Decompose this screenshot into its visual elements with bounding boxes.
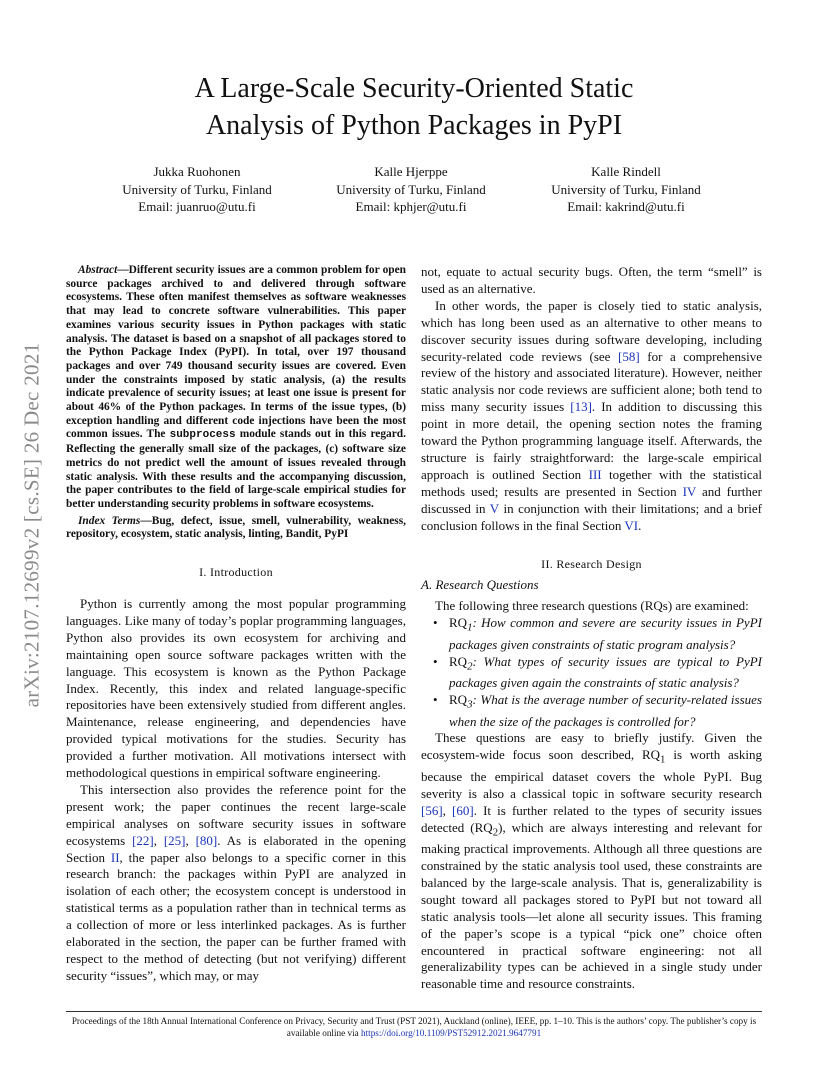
section-heading-research-design: II. Research Design [541, 556, 642, 571]
author-email: Email: kphjer@utu.fi [355, 199, 467, 214]
index-terms [66, 515, 406, 542]
citation-link[interactable]: [80] [195, 832, 218, 848]
abstract-code: subprocess [169, 429, 236, 442]
title-line-2: Analysis of Python Packages in PyPI [205, 110, 623, 141]
footer-text: Proceedings of the 18th Annual International Conference on Privacy, Security and Trust (PST 2021), Auckland (online), IEEE, pp. 1–10. This is the authors’ copy. The publisher’s copy is available online via [71, 1016, 757, 1038]
author-affiliation: University of Turku, Finland [122, 181, 272, 197]
section-reference-link[interactable]: III [588, 466, 602, 482]
citation-link[interactable]: [22] [132, 832, 154, 848]
citation-link[interactable]: [13] [570, 399, 592, 415]
bullet-icon: • [433, 653, 438, 669]
research-question-item: • $RQ_2$: What types of security issues are typical to PyPI packages given again the constraints of static analysis? [433, 653, 762, 691]
citation-link[interactable]: [56] [421, 802, 443, 818]
abstract-text-continued: module stands out in this regard. Reflecting the generally small size of the packages, (c) software size metrics do not predict well the amount of issues revealed through static analysis. With these results and the accompanying discussion, the paper contributes to the field of large-scale empirical studies for better understanding security problems in software ecosystems. [66, 428, 406, 510]
author-block [516, 163, 736, 216]
bullet-icon: • [433, 615, 438, 631]
author-affiliation: University of Turku, Finland [551, 181, 701, 197]
doi-link[interactable]: https://doi.org/10.1109/PST52912.2021.9647791 [361, 1027, 542, 1038]
index-terms-text: —Bug, defect, issue, smell, vulnerability, weakness, repository, ecosystem, static analysis, linting, Bandit, PyPI [66, 514, 406, 541]
abstract-text: —Different security issues are a common problem for open source packages archived to and delivered through software ecosystems. These often manifest themselves as software weaknesses that may lead to concrete software vulnerabilities. This paper examines various security issues in Python packages with static analysis. The dataset is based on a snapshot of all packages stored to the Python Package Index (PyPI). In total, over 197 thousand packages and over 749 thousand security issues are covered. Even under the constraints imposed by static analysis, (a) the results indicate prevalence of security issues; at least one issue is present for about 46% of the Python packages. In terms of the issue types, (b) exception handling and different code injections have been the most common issues. The [66, 264, 406, 441]
rq-intro: The following three research questions (RQs) are examined: [435, 598, 749, 614]
section-reference-link[interactable]: IV [682, 483, 697, 499]
intro-paragraph-3: In other words, the paper is closely tied to static analysis, which has long been used as an alternative to other means to discover security issues during software developing, including security-related code reviews (see [58] for a comprehensive review of the history and associated literature). However, neither static analysis nor code reviews are sufficient alone; both tend to miss many security issues [13]. In addition to discussing this point in more detail, the opening section notes the framing toward the Python programming language itself. Afterwards, the structure is fairly straightforward: the large-scale empirical approach is outlined Section III together with the statistical methods used; results are presented in Section IV and further discussed in V in conjunction with their limitations; and a brief conclusion follows in the final Section VI. [421, 297, 763, 533]
intro-paragraph-1: Python is currently among the most popular programming languages. Like many of today’s poplar programming languages, Python also provides its own ecosystem for archiving and maintaining open source software packages written with the language. This ecosystem is known as the Python Package Index. Recently, this index and related language-specific repositories have been extensively studied from different angles. Maintenance, release engineering, and dependencies have provided typical motivations for the studies. Security has provided a further motivation. All motivations intersect with methodological questions in empirical software engineering. [66, 595, 406, 781]
abstract [66, 264, 406, 512]
arxiv-identifier-stamp [12, 290, 52, 760]
author-block [87, 163, 307, 216]
research-design-paragraph: These questions are easy to briefly justify. Given the ecosystem-wide focus soon described, $RQ_1$ is worth asking because the empirical dataset covers the whole PyPI. Bug severity is also a classical topic in software security research [56], [60]. It is further related to the types of security issues detected $(RQ_2)$, which are always interesting and relevant for making practical improvements. Although all three questions are constrained by the static analysis tool used, these constraints are balanced by the large-scale analysis. That is, generalizability is sought toward all packages stored to PyPI but not toward all static analysis tools—let alone all security issues. This framing of the paper’s scope is a typical “pick one” choice often encountered in practical software engineering: not all generalizability types can be achieved in a single study under reasonable time and resource constraints. [421, 730, 762, 992]
index-terms-lead: Index Terms [78, 514, 141, 527]
author-name: Kalle Rindell [591, 164, 661, 179]
subsection-heading-research-questions: A. Research Questions [421, 577, 539, 593]
research-question-item: • $RQ_3$: What is the average number of security-related issues when the size of the packages is controlled for? [433, 692, 762, 729]
title-line-1: A Large-Scale Security-Oriented Static [194, 73, 634, 104]
research-question-item: • $RQ_1$: How common and severe are security issues in PyPI packages given constraints of static program analysis? [433, 615, 762, 652]
arxiv-identifier-text: arXiv:2107.12699v2 [cs.SE] 26 Dec 2021 [19, 342, 44, 708]
citation-link[interactable]: [25] [163, 832, 186, 848]
intro-paragraph-2-continued: not, equate to actual security bugs. Often, the term “smell” is used as an alternative. [421, 264, 762, 296]
research-question-list [421, 615, 762, 730]
author-name: Jukka Ruohonen [153, 164, 241, 179]
footer-note [60, 1016, 768, 1039]
footer-divider [66, 1011, 762, 1012]
citation-link[interactable]: [58] [618, 348, 640, 364]
author-block [301, 163, 521, 216]
section-reference-link[interactable]: V [489, 500, 499, 516]
section-heading-introduction: I. Introduction [199, 565, 273, 580]
intro-paragraph-2: This intersection also provides the reference point for the present work; the paper continues the recent large-scale empirical analyses on software security issues in software ecosystems [22], [25], [80]. As is elaborated in the opening Section II, the paper also belongs to a specific corner in this research branch: the packages within PyPI are analyzed in isolation of each other; the ecosystem concept is understood in statistical terms as a population rather than in technical terms as a collection of more or less interlinked packages. As is further elaborated in the section, the paper can be further framed with respect to the method of detecting (but not verifying) different security “issues”, which may, or may [66, 781, 407, 983]
abstract-lead: Abstract [78, 264, 118, 276]
citation-link[interactable]: [60] [452, 802, 474, 818]
author-affiliation: University of Turku, Finland [336, 181, 486, 197]
author-name: Kalle Hjerppe [374, 164, 448, 179]
bullet-icon: • [433, 692, 438, 708]
section-reference-link[interactable]: II [110, 849, 120, 865]
author-email: Email: juanruo@utu.fi [138, 199, 256, 214]
right-column [421, 264, 762, 993]
section-reference-link[interactable]: VI [624, 517, 639, 533]
author-email: Email: kakrind@utu.fi [567, 199, 685, 214]
left-column [66, 264, 406, 985]
paper-title [80, 70, 748, 144]
